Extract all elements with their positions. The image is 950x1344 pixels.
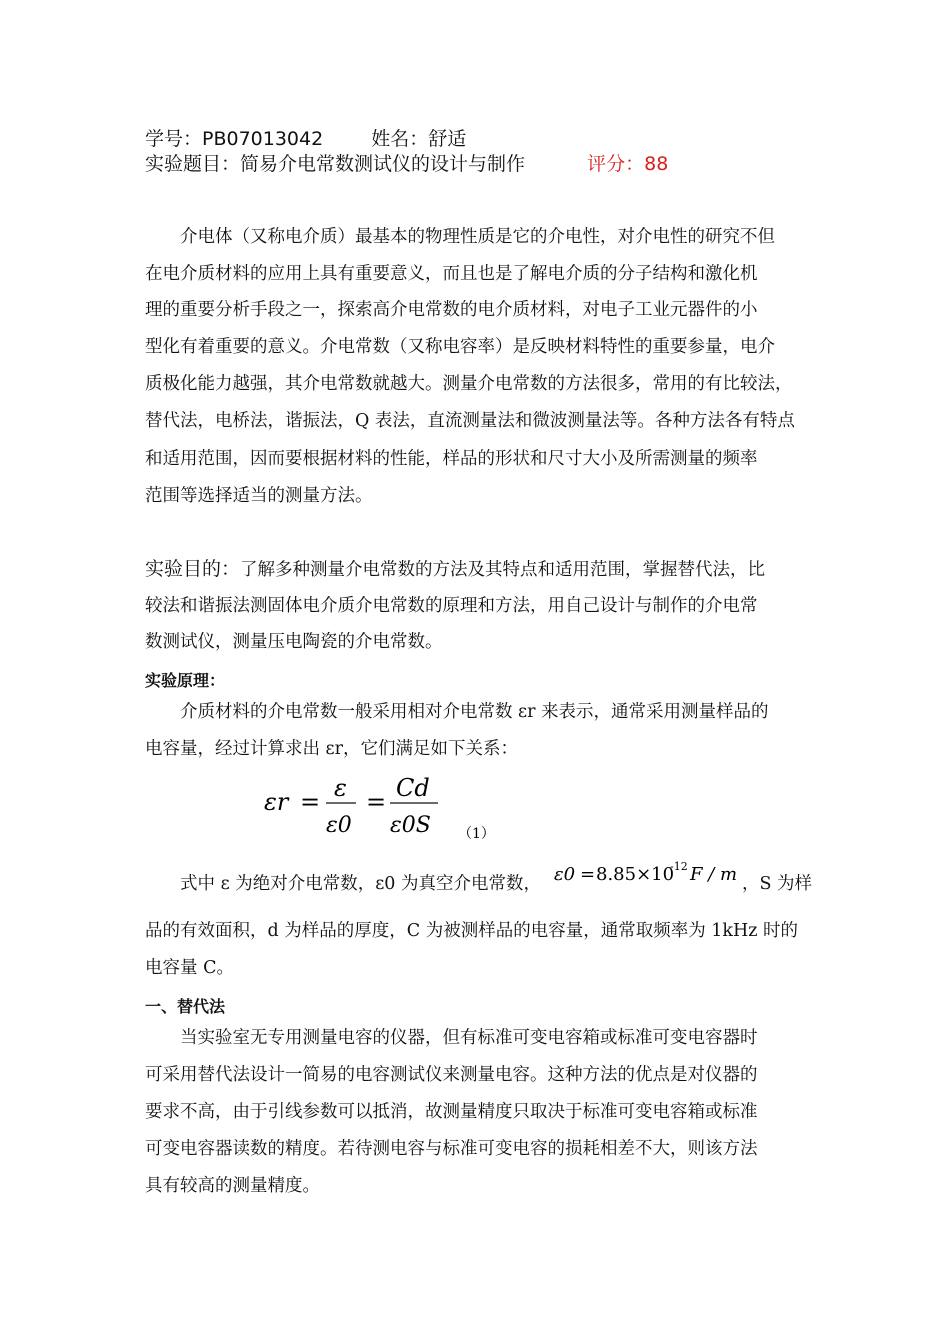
principle-line-3: 品的有效面积，d 为样品的厚度，C 为被测样品的电容量，通常取频率为 1kHz 时的 <box>145 921 799 941</box>
formula-denominator-2: ε0S <box>390 813 431 838</box>
formula-eq1: = <box>300 788 321 816</box>
section-1-line: 可采用替代法设计一简易的电容测试仪来测量电容。这种方法的优点是对仪器的 <box>145 1065 758 1085</box>
intro-line: 范围等选择适当的测量方法。 <box>145 486 373 506</box>
where-line-suffix: ，S 为样 <box>742 874 813 894</box>
eps0-symbol: ε0 <box>554 864 576 885</box>
purpose-label: 实验目的： <box>145 558 241 580</box>
section-1-heading: 一、替代法 <box>145 997 226 1016</box>
intro-line: 型化有着重要的意义。介电常数（又称电容率）是反映材料特性的重要参量，电介 <box>145 337 775 357</box>
principle-line-1: 介质材料的介电常数一般采用相对介电常数 εr 来表示，通常采用测量样品的 <box>180 702 769 722</box>
section-1-line: 当实验室无专用测量电容的仪器，但有标准可变电容箱或标准可变电容器时 <box>180 1028 758 1048</box>
purpose-line-3: 数测试仪，测量压电陶瓷的介电常数。 <box>145 632 443 652</box>
eps0-mantissa: 8.85×10 <box>596 864 675 885</box>
experiment-title: 实验题目：简易介电常数测试仪的设计与制作 <box>145 153 526 175</box>
section-1-line: 可变电容器读数的精度。若待测电容与标准可变电容的损耗相差不大，则该方法 <box>145 1139 758 1159</box>
principle-line-4: 电容量 C。 <box>145 958 234 978</box>
formula-number: （1） <box>458 826 495 842</box>
principle-heading: 实验原理： <box>145 671 226 690</box>
score: 评分：88 <box>587 153 669 175</box>
student-id: 学号：PB07013042 <box>145 128 324 150</box>
intro-line: 介电体（又称电介质）最基本的物理性质是它的介电性，对介电性的研究不但 <box>180 227 775 247</box>
formula-denominator-1: ε0 <box>326 813 352 838</box>
eps0-equals: = <box>580 864 596 885</box>
formula-numerator-1: ε <box>334 774 347 802</box>
intro-line: 质极化能力越强，其介电常数就越大。测量介电常数的方法很多，常用的有比较法， <box>145 374 793 394</box>
intro-line: 和适用范围，因而要根据材料的性能，样品的形状和尺寸大小及所需测量的频率 <box>145 449 758 469</box>
header-line-1 <box>145 124 466 151</box>
student-name: 姓名：舒适 <box>371 128 467 150</box>
intro-line: 替代法，电桥法，谐振法，Q 表法，直流测量法和微波测量法等。各种方法各有特点 <box>145 411 795 431</box>
section-1-line: 要求不高，由于引线参数可以抵消，故测量精度只取决于标准可变电容箱或标准 <box>145 1102 758 1122</box>
eps0-unit: F / m <box>690 864 738 885</box>
header-line-2 <box>145 149 668 176</box>
eps0-exponent: -12 <box>670 860 688 873</box>
purpose-line-2: 较法和谐振法测固体电介质介电常数的原理和方法，用自己设计与制作的介电常 <box>145 596 758 616</box>
purpose-text: 了解多种测量介电常数的方法及其特点和适用范围，掌握替代法，比 <box>240 560 766 580</box>
formula-lhs: εr <box>264 788 289 816</box>
purpose-line-1 <box>145 560 765 580</box>
principle-line-2: 电容量，经过计算求出 εr，它们满足如下关系： <box>145 739 518 759</box>
formula-numerator-2: Cd <box>396 774 430 802</box>
formula-relative-permittivity <box>262 770 522 850</box>
intro-line: 理的重要分析手段之一，探索高介电常数的电介质材料，对电子工业元器件的小 <box>145 300 758 320</box>
where-line-prefix: 式中 ε 为绝对介电常数，ε0 为真空介电常数， <box>180 874 541 894</box>
eps0-value-formula <box>552 858 742 888</box>
intro-line: 在电介质材料的应用上具有重要意义，而且也是了解电介质的分子结构和激化机 <box>145 264 758 284</box>
section-1-line: 具有较高的测量精度。 <box>145 1176 320 1196</box>
formula-eq2: = <box>366 788 387 816</box>
